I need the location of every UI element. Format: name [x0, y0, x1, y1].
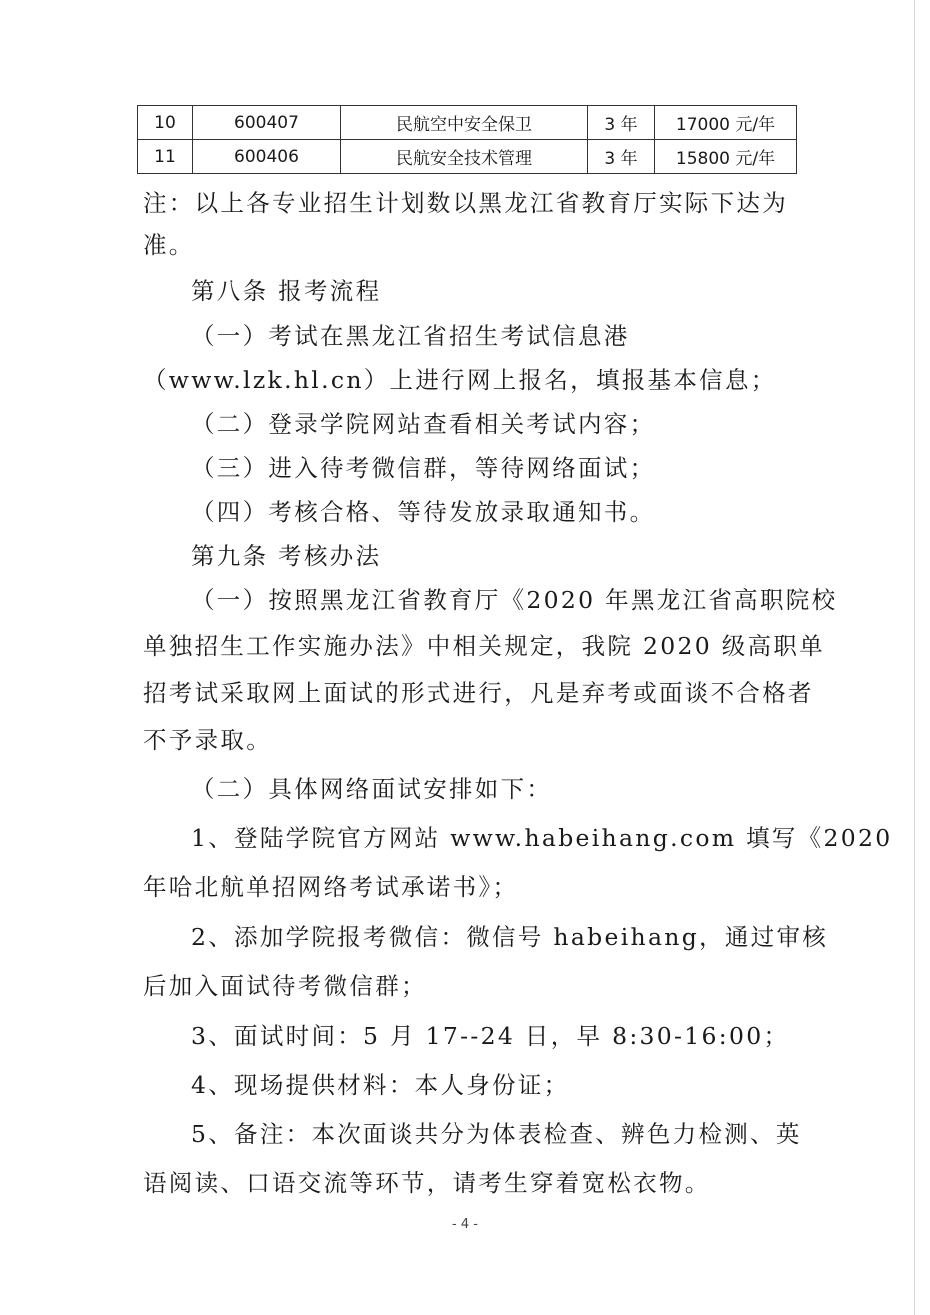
table-row [138, 106, 797, 140]
article-8-item-3: （三）进入待考微信群，等待网络面试； [191, 454, 656, 482]
article-9-item-1: （一）按照黑龙江省教育厅《2020 年黑龙江省高职院校 [191, 586, 838, 614]
table-cell-tuition: 15800 元/年 [655, 140, 797, 174]
article-8-item-4: （四）考核合格、等待发放录取通知书。 [191, 498, 656, 526]
article-9-title: 第九条 考核办法 [191, 542, 382, 570]
arrangement-item-2-cont: 后加入面试待考微信群； [143, 972, 427, 1000]
table-cell-index: 10 [138, 106, 193, 140]
note-text: 注：以上各专业招生计划数以黑龙江省教育厅实际下达为 [143, 189, 788, 217]
arrangement-item-4: 4、现场提供材料：本人身份证； [191, 1071, 570, 1099]
note-text-cont: 准。 [143, 231, 195, 259]
arrangement-item-1: 1、登陆学院官方网站 www.habeihang.com 填写《2020 [191, 824, 893, 852]
table-cell-major: 民航安全技术管理 [341, 140, 588, 174]
article-9-item-1-cont: 招考试采取网上面试的形式进行，凡是弃考或面谈不合格者 [143, 679, 814, 707]
article-9-item-1-cont: 单独招生工作实施办法》中相关规定，我院 2020 级高职单 [143, 632, 825, 660]
table-cell-tuition: 17000 元/年 [655, 106, 797, 140]
table-cell-duration: 3 年 [588, 106, 655, 140]
article-8-title: 第八条 报考流程 [191, 277, 382, 305]
table-cell-major: 民航空中安全保卫 [341, 106, 588, 140]
table-cell-index: 11 [138, 140, 193, 174]
arrangement-item-5: 5、备注：本次面谈共分为体表检查、辨色力检测、英 [191, 1120, 802, 1148]
arrangement-item-1-cont: 年哈北航单招网络考试承诺书》； [143, 873, 519, 901]
table-cell-code: 600406 [193, 140, 341, 174]
arrangement-item-5-cont: 语阅读、口语交流等环节，请考生穿着宽松衣物。 [143, 1169, 711, 1197]
arrangement-item-3: 3、面试时间：5 月 17--24 日，早 8:30-16:00； [191, 1022, 790, 1050]
article-8-item-1: （一）考试在黑龙江省招生考试信息港 [191, 322, 630, 350]
table-cell-duration: 3 年 [588, 140, 655, 174]
page-edge-line [914, 0, 915, 1315]
majors-table [137, 105, 797, 174]
page-number: - 4 - [452, 1217, 478, 1232]
article-8-item-1-cont: （www.lzk.hl.cn）上进行网上报名，填报基本信息； [143, 366, 777, 394]
arrangement-item-2: 2、添加学院报考微信：微信号 habeihang，通过审核 [191, 923, 829, 951]
article-9-item-2: （二）具体网络面试安排如下： [191, 775, 553, 803]
table-row [138, 140, 797, 174]
article-8-item-2: （二）登录学院网站查看相关考试内容； [191, 410, 656, 438]
table-cell-code: 600407 [193, 106, 341, 140]
article-9-item-1-cont: 不予录取。 [143, 726, 272, 754]
